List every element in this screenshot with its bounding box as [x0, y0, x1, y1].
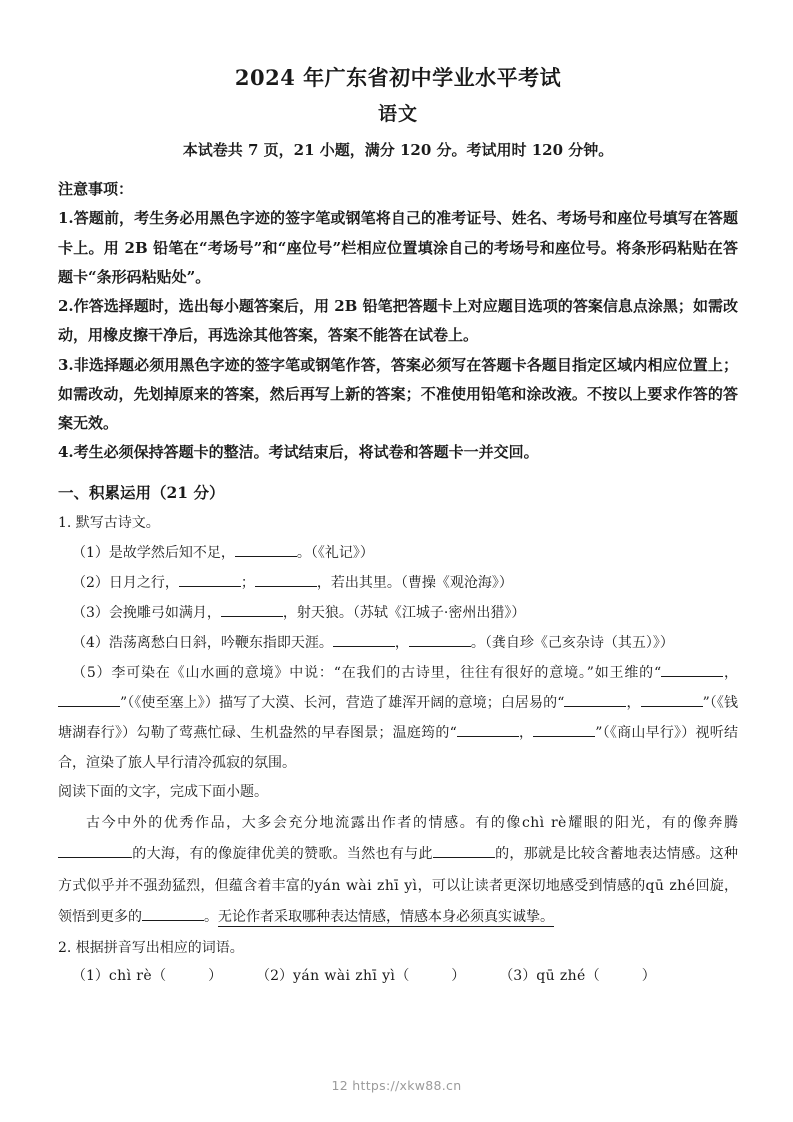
passage-text-3: 的大海，有的像旋律优美的赞歌。当然也有与此: [132, 846, 433, 863]
page-title: 2024 年广东省初中学业水平考试: [234, 65, 562, 90]
item-text-a: 会挽雕弓如满月，: [108, 604, 221, 621]
passage-text-2: 耀眼的阳光，有的像奔腾: [566, 814, 738, 831]
footer-watermark: 12 https://xkw88.cn: [331, 1078, 462, 1093]
item-number: （1）: [72, 544, 109, 561]
subject-title: 语文: [377, 102, 418, 125]
underlined-sentence: 无论作者采取哪种表达情感，情感本身必须真实诚挚。: [218, 909, 554, 926]
notice-item-3: 3.非选择题必须用黑色字迹的签字笔或钢笔作答，答案必须写在答题卡各题目指定区域内相应位置上；如需改动，先划掉原来的答案，然后再写上新的答案；不准使用铅笔和涂改液。不按以上要求作答的答案无效。: [58, 355, 738, 432]
item-text-e: ”（《钱塘湖春行》）勾勒了莺燕忙碌、生机盎然的早春图景；温庭筠的“: [58, 695, 738, 742]
item-text-c: ”（《使至塞上》）描写了大漠、长河，营造了雄浑开阔的意境；白居易的“: [120, 695, 565, 712]
question-1-item-1: [58, 538, 738, 568]
answer-blank[interactable]: [333, 646, 395, 647]
item-text-g: ”（《商山早行》）视听结合，渲染了旅人早行清冷孤寂的氛围。: [58, 725, 739, 772]
passage-text-1: 古今中外的优秀作品，大多会充分地流露出作者的情感。有的像: [86, 814, 522, 831]
question-1-item-2: [58, 568, 738, 598]
answer-blank[interactable]: [179, 586, 241, 587]
question-2-answers: [58, 962, 738, 991]
pinyin-chi-re: chì rè: [521, 814, 567, 831]
answer-blank[interactable]: [433, 857, 495, 858]
answer-pinyin-1: chì rè: [108, 968, 153, 985]
notice-item-1: 1.答题前，考生务必用黑色字迹的签字笔或钢笔将自己的准考证号、姓名、考场号和座位号填写在答题卡上。用 2B 铅笔在“考场号”和“座位号”栏相应位置填涂自己的考场号和座位号。将条形码粘贴在答题卡“条形码粘贴处”。: [58, 209, 738, 286]
item-text-a: 李可染在《山水画的意境》中说：“在我们的古诗里，往往有很好的意境。”如王维的“: [111, 665, 662, 681]
item-number: （3）: [72, 604, 109, 621]
item-number: （4）: [72, 634, 109, 651]
answer-blank[interactable]: [457, 736, 519, 737]
item-text-c: ，若出其里。（曹操《观沧海》）: [316, 574, 513, 591]
answer-blank[interactable]: [533, 736, 595, 737]
item-text-b: ，: [394, 634, 409, 651]
section-heading-one: 一、积累运用（21 分）: [58, 482, 225, 502]
answer-blank[interactable]: [58, 857, 132, 858]
answer-blank[interactable]: [255, 586, 317, 587]
item-text-a: 浩荡离愁白日斜，吟鞭东指即天涯。: [108, 634, 333, 651]
passage-text-4: 的，那就是比较含蓄地表达情感。这种方式似乎并不强劲猛烈，但蕴含着丰富的: [58, 846, 739, 894]
answer-blank[interactable]: [58, 706, 120, 707]
item-text-b: ；: [240, 574, 255, 591]
question-1-item-5: [58, 658, 738, 778]
answer-blank[interactable]: [409, 646, 471, 647]
page-content: [58, 62, 738, 992]
item-text-a: 日月之行，: [108, 574, 179, 591]
exam-meta-line: 本试卷共 7 页，21 小题，满分 120 分。考试用时 120 分钟。: [182, 141, 614, 159]
item-number: （5）: [72, 665, 112, 681]
answer-blank[interactable]: [142, 920, 204, 921]
item-text-b: ，: [723, 665, 738, 681]
item-text-b: 。（《礼记》）: [296, 544, 374, 561]
answer-pinyin-3: qū zhé: [536, 968, 586, 985]
answer-bracket-2[interactable]: （ ）: [395, 968, 466, 985]
notice-heading: 注意事项：: [58, 180, 134, 198]
item-text-f: ，: [518, 725, 534, 742]
answer-blank[interactable]: [661, 676, 723, 677]
answer-blank[interactable]: [641, 706, 703, 707]
item-text-b: ，射天狼。（苏轼《江城子·密州出猎》）: [282, 604, 526, 621]
passage-text-7: 。: [204, 909, 218, 926]
item-number: （2）: [72, 574, 109, 591]
question-1-stem: 1. 默写古诗文。: [58, 514, 160, 531]
answer-pinyin-2: yán wài zhī yì: [293, 968, 396, 985]
answer-blank[interactable]: [564, 706, 626, 707]
item-text-d: ，: [626, 695, 641, 712]
answer-number-1: （1）: [72, 968, 109, 985]
answer-number-3: （3）: [499, 968, 537, 985]
passage-body: [58, 808, 738, 934]
answer-bracket-1[interactable]: （ ）: [152, 968, 223, 985]
notice-item-4: 4.考生必须保持答题卡的整洁。考试结束后，将试卷和答题卡一并交回。: [58, 443, 539, 462]
item-text-c: 。（龚自珍《己亥杂诗（其五）》）: [470, 634, 674, 651]
pinyin-qu-zhe: qū zhé: [645, 877, 696, 894]
passage-text-5: ，可以让读者更深切地感受到情感的: [417, 877, 646, 894]
question-1-item-4: [58, 628, 738, 658]
question-2-stem: 2. 根据拼音写出相应的词语。: [58, 939, 244, 956]
answer-number-2: （2）: [256, 968, 294, 985]
passage-instruction: 阅读下面的文字，完成下面小题。: [58, 784, 268, 801]
pinyin-yan-wai-zhi-yi: yán wài zhī yì: [314, 877, 418, 894]
answer-blank[interactable]: [235, 556, 297, 557]
answer-blank[interactable]: [221, 616, 283, 617]
notice-item-2: 2.作答选择题时，选出每小题答案后，用 2B 铅笔把答题卡上对应题目选项的答案信息点涂黑；如需改动，用橡皮擦干净后，再选涂其他答案，答案不能答在试卷上。: [58, 297, 738, 345]
answer-bracket-3[interactable]: （ ）: [585, 968, 656, 985]
question-1-item-3: [58, 598, 738, 628]
passage-text-6: 回旋，领悟到更多的: [58, 877, 738, 926]
item-text-a: 是故学然后知不足，: [108, 544, 235, 561]
